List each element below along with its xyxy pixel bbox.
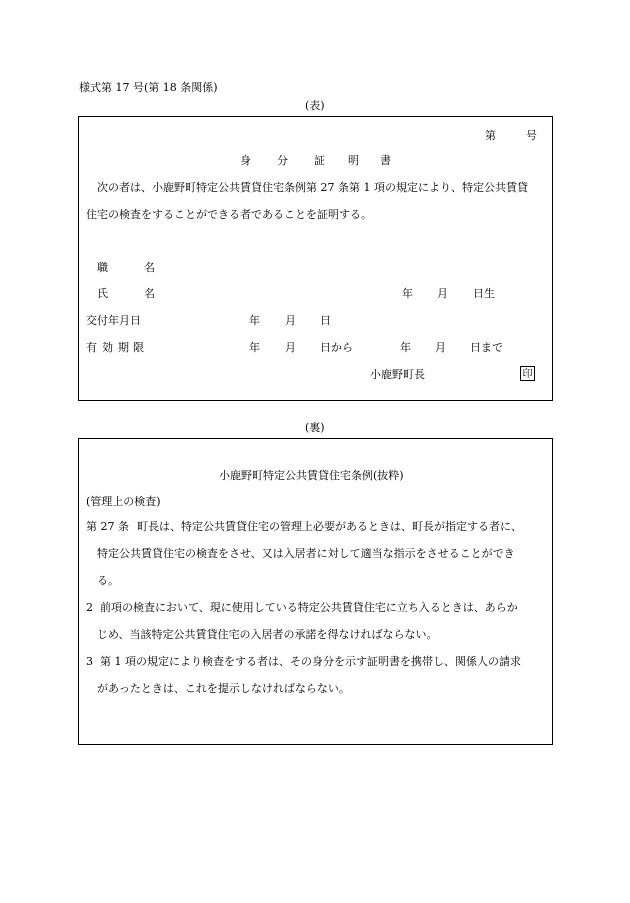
article-line-1: 町長は、特定公共賃貸住宅の管理上必要があるときは、町長が指定する者に、 xyxy=(137,520,522,533)
certificate-body-line-1: 次の者は、小鹿野町特定公共賃貸住宅条例第 27 条第 1 項の規定により、特定公共賃貸 xyxy=(97,181,528,194)
paragraph-3-number: 3 xyxy=(86,655,93,668)
mayor-signature-line: 小鹿野町長 xyxy=(370,368,425,381)
certificate-body-line-2: 住宅の検査をすることができる者であることを証明する。 xyxy=(86,208,372,221)
validity-from-year: 年 xyxy=(249,341,260,354)
job-title-label: 職 xyxy=(97,261,108,274)
birth-month: 月 xyxy=(437,287,448,300)
paragraph-2-line-2: じめ、当該特定公共賃貸住宅の入居者の承諾を得なければならない。 xyxy=(97,628,438,641)
certificate-number-go: 号 xyxy=(526,129,537,142)
front-label: (表) xyxy=(305,99,325,112)
job-title-label: 名 xyxy=(144,261,155,274)
validity-to-day: 日まで xyxy=(470,341,503,354)
back-excerpt xyxy=(78,438,553,745)
validity-label-char: 有 xyxy=(86,341,97,354)
title-char: 証 xyxy=(314,154,325,167)
validity-label-char: 効 xyxy=(102,341,113,354)
validity-from-day: 日から xyxy=(320,341,353,354)
issue-month: 月 xyxy=(285,314,296,327)
certificate-number-dai: 第 xyxy=(485,129,496,142)
form-number: 様式第 17 号(第 18 条関係) xyxy=(79,81,218,94)
excerpt-heading: (管理上の検査) xyxy=(86,495,161,508)
issue-year: 年 xyxy=(249,314,260,327)
title-char: 明 xyxy=(348,154,359,167)
article-line-3: る。 xyxy=(97,574,119,587)
validity-label-char: 期 xyxy=(118,341,129,354)
birth-year: 年 xyxy=(402,287,413,300)
seal-mark: 印 xyxy=(520,366,535,381)
paragraph-3-line-1: 第 1 項の規定により検査をする者は、その身分を示す証明書を携帯し、関係人の請求 xyxy=(100,655,521,668)
paragraph-2-line-1: 前項の検査において、現に使用している特定公共賃貸住宅に立ち入るときは、あらか xyxy=(100,601,518,614)
excerpt-title: 小鹿野町特定公共賃貸住宅条例(抜粋) xyxy=(219,469,404,482)
title-char: 書 xyxy=(380,154,391,167)
validity-label-char: 限 xyxy=(133,341,144,354)
validity-to-year: 年 xyxy=(400,341,411,354)
title-char: 身 xyxy=(240,154,251,167)
name-label: 名 xyxy=(144,287,155,300)
validity-to-month: 月 xyxy=(435,341,446,354)
validity-from-month: 月 xyxy=(285,341,296,354)
paragraph-2-number: 2 xyxy=(86,601,93,614)
back-label: (裏) xyxy=(305,421,325,434)
paragraph-3-line-2: があったときは、これを提示しなければならない。 xyxy=(97,682,350,695)
issue-day: 日 xyxy=(320,314,331,327)
article-number: 第 27 条 xyxy=(86,520,129,533)
issue-date-label: 交付年月日 xyxy=(86,314,141,327)
name-label: 氏 xyxy=(97,287,108,300)
article-line-2: 特定公共賃貸住宅の検査をさせ、又は入居者に対して適当な指示をさせることができ xyxy=(97,547,515,560)
birth-day: 日生 xyxy=(473,287,495,300)
title-char: 分 xyxy=(277,154,288,167)
